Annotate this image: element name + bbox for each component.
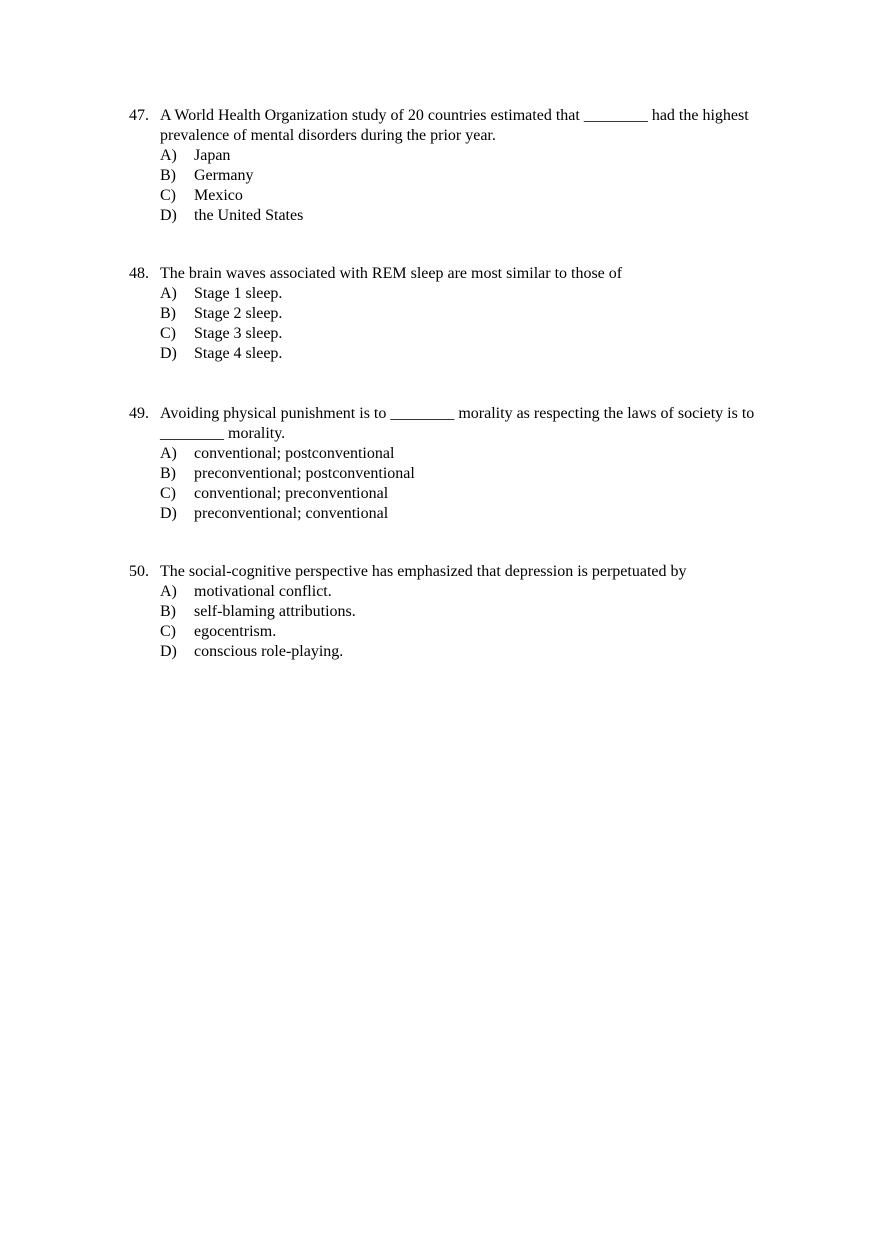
answer-option-c: [160, 324, 789, 344]
option-letter: C): [160, 325, 176, 342]
answer-option-c: [160, 484, 789, 504]
option-text: conscious role-playing.: [194, 643, 344, 660]
question-48: [129, 264, 789, 364]
option-letter: B): [160, 305, 176, 322]
option-text: preconventional; postconventional: [194, 465, 415, 482]
answer-options: [160, 444, 789, 524]
option-text: Stage 3 sleep.: [194, 325, 283, 342]
question-stem: [129, 106, 789, 146]
option-letter: D): [160, 505, 177, 522]
option-text: the United States: [194, 207, 304, 224]
option-text: self-blaming attributions.: [194, 603, 356, 620]
question-text: A World Health Organization study of 20 countries estimated that ________ had the highest prevalence of mental disorders during the prior year.: [160, 107, 749, 144]
question-stem: [129, 404, 789, 444]
option-text: Stage 2 sleep.: [194, 305, 283, 322]
answer-option-a: [160, 146, 789, 166]
question-stem: [129, 562, 789, 582]
answer-options: [160, 582, 789, 662]
question-number: 48.: [129, 265, 149, 282]
option-text: motivational conflict.: [194, 583, 332, 600]
answer-option-d: [160, 344, 789, 364]
answer-option-c: [160, 186, 789, 206]
question-number: 49.: [129, 405, 149, 422]
answer-options: [160, 146, 789, 226]
option-letter: A): [160, 445, 177, 462]
option-letter: C): [160, 623, 176, 640]
option-letter: D): [160, 643, 177, 660]
answer-option-b: [160, 464, 789, 484]
option-letter: A): [160, 583, 177, 600]
option-text: Germany: [194, 167, 254, 184]
option-letter: D): [160, 345, 177, 362]
option-text: Stage 4 sleep.: [194, 345, 283, 362]
option-text: egocentrism.: [194, 623, 277, 640]
answer-option-a: [160, 444, 789, 464]
option-letter: B): [160, 465, 176, 482]
question-text: The brain waves associated with REM sleep are most similar to those of: [160, 265, 623, 282]
option-letter: A): [160, 147, 177, 164]
answer-option-b: [160, 304, 789, 324]
option-letter: B): [160, 603, 176, 620]
option-text: conventional; postconventional: [194, 445, 395, 462]
question-text: Avoiding physical punishment is to ________ morality as respecting the laws of society is to ________ morality.: [160, 405, 755, 442]
question-50: [129, 562, 789, 662]
option-letter: D): [160, 207, 177, 224]
question-number: 47.: [129, 107, 149, 124]
answer-option-c: [160, 622, 789, 642]
question-text: The social-cognitive perspective has emphasized that depression is perpetuated by: [160, 563, 687, 580]
option-letter: B): [160, 167, 176, 184]
question-49: [129, 404, 789, 524]
answer-option-b: [160, 602, 789, 622]
answer-option-d: [160, 206, 789, 226]
question-stem: [129, 264, 789, 284]
option-letter: A): [160, 285, 177, 302]
question-number: 50.: [129, 563, 149, 580]
answer-options: [160, 284, 789, 364]
answer-option-b: [160, 166, 789, 186]
option-text: Mexico: [194, 187, 243, 204]
answer-option-a: [160, 582, 789, 602]
option-text: Japan: [194, 147, 231, 164]
answer-option-d: [160, 504, 789, 524]
answer-option-d: [160, 642, 789, 662]
option-letter: C): [160, 187, 176, 204]
answer-option-a: [160, 284, 789, 304]
question-47: [129, 106, 789, 226]
option-letter: C): [160, 485, 176, 502]
option-text: conventional; preconventional: [194, 485, 389, 502]
option-text: Stage 1 sleep.: [194, 285, 283, 302]
option-text: preconventional; conventional: [194, 505, 389, 522]
